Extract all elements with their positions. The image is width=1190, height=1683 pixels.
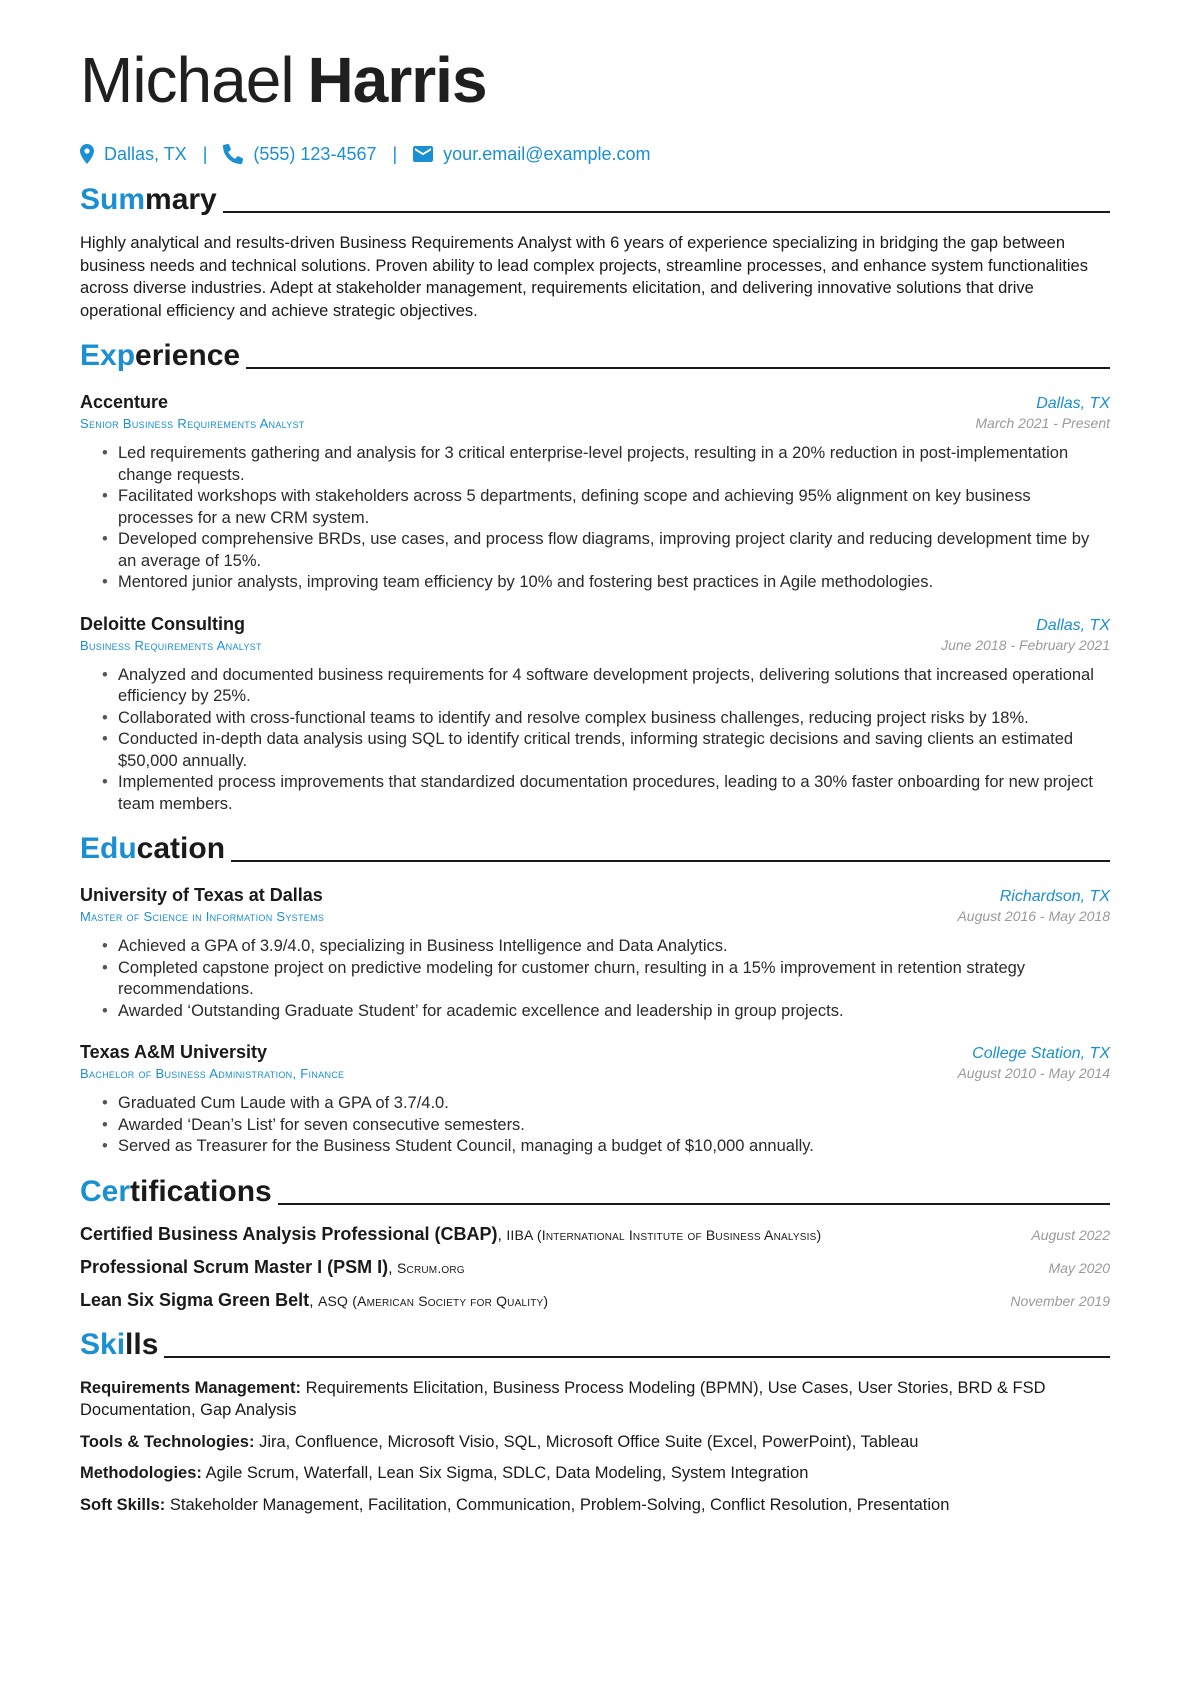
list-item: • Developed comprehensive BRDs, use cases, and process flow diagrams, improving project clarity and reducing development time by an average of 15%. [118, 529, 1110, 572]
list-item: • Collaborated with cross-functional teams to identify and resolve complex business challenges, reducing project risks by 18%. [118, 708, 1110, 730]
phone-text: (555) 123-4567 [253, 143, 377, 164]
summary-text: Highly analytical and results-driven Business Requirements Analyst with 6 years of experience specializing in bridging the gap between business needs and technical solutions. Proven ability to lead complex projects, streamline processes, and enhance system functionalities across diverse industries. Adept at stakeholder management, requirements elicitation, and delivering innovative solutions that drive operational efficiency and achieve strategic objectives. [80, 234, 1088, 320]
experience-heading [80, 334, 1110, 374]
title-rest: erience [135, 339, 241, 372]
bullet-list [80, 1093, 1110, 1158]
list-item: • Conducted in-depth data analysis using SQL to identify critical trends, informing strategic decisions and saving clients an estimated $50,000 annually. [118, 729, 1110, 772]
list-item: • Facilitated workshops with stakeholders across 5 departments, defining scope and achieving 95% alignment on key business processes for a new CRM system. [118, 486, 1110, 529]
skill-value: Jira, Confluence, Microsoft Visio, SQL, Microsoft Office Suite (Excel, PowerPoint), Tableau [259, 1432, 919, 1451]
entry-date: March 2021 - Present [975, 415, 1110, 431]
skill-value: Agile Scrum, Waterfall, Lean Six Sigma, SDLC, Data Modeling, System Integration [205, 1464, 809, 1482]
cert-date: November 2019 [1010, 1292, 1110, 1309]
entry-location: Richardson, TX [999, 888, 1110, 905]
skill-row [80, 1431, 1110, 1454]
entry-date: August 2010 - May 2014 [957, 1065, 1110, 1081]
education-list [80, 885, 1110, 1158]
bullet-list [80, 665, 1110, 816]
certification-list [80, 1224, 1110, 1311]
phone-icon [223, 144, 243, 164]
school-name: Texas A&M University [80, 1042, 268, 1062]
employer-name: Accenture [80, 392, 169, 412]
certification-item: Certified Business Analysis Professional (CBAP), IIBA (International Institute of Business Analysis) August 2022 [80, 1223, 1110, 1244]
job-title: Senior Business Requirements Analyst [80, 416, 305, 431]
last-name: Harris [307, 44, 487, 116]
skill-row [80, 1377, 1110, 1422]
education-heading [80, 827, 1110, 867]
cert-issuer: Scrum.org [396, 1259, 465, 1276]
section-divider [223, 211, 1110, 213]
entry-location: College Station, TX [972, 1045, 1110, 1062]
summary-heading [80, 178, 1110, 218]
bullet-list [80, 443, 1110, 594]
list-item: • Served as Treasurer for the Business Student Council, managing a budget of $10,000 annually. [118, 1136, 1110, 1158]
degree-title: Bachelor of Business Administration, Finance [80, 1066, 345, 1081]
school-name: University of Texas at Dallas [80, 885, 323, 905]
title-rest: mary [145, 183, 217, 216]
list-item: • Mentored junior analysts, improving team efficiency by 10% and fostering best practices in Agile methodologies. [118, 572, 1110, 594]
job-title: Business Requirements Analyst [80, 637, 262, 653]
email-text: your.email@example.com [443, 143, 651, 164]
skill-label: Soft Skills: [80, 1495, 166, 1514]
employer-name: Deloitte Consulting [80, 613, 245, 634]
entry-date: June 2018 - February 2021 [941, 636, 1110, 653]
title-highlight: Ski [80, 1327, 126, 1361]
skills-list [80, 1377, 1110, 1517]
section-title [80, 1174, 272, 1210]
cert-issuer: IIBA (International Institute of Business Analysis) [506, 1226, 822, 1243]
list-item: • Implemented process improvements that standardized documentation procedures, leading to a 30% faster onboarding for new project team members. [118, 772, 1110, 815]
contact-separator: | [392, 143, 398, 164]
title-highlight: Exp [80, 339, 136, 372]
list-item: • Achieved a GPA of 3.9/4.0, specializing in Business Intelligence and Data Analytics. [118, 936, 1110, 958]
entry-date: August 2016 - May 2018 [957, 908, 1110, 924]
first-name: Michael [80, 44, 294, 116]
list-item: • Awarded ‘Outstanding Graduate Student’ for academic excellence and leadership in group projects. [118, 1001, 1110, 1023]
cert-name: Certified Business Analysis Professional (CBAP) [80, 1223, 498, 1244]
envelope-icon [413, 146, 433, 162]
skill-row [80, 1494, 1110, 1517]
skill-value: Requirements Elicitation, Business Process Modeling (BPMN), Use Cases, User Stories, BRD & FSD Documentation, Gap Analysis [80, 1378, 1046, 1419]
cert-name: Lean Six Sigma Green Belt [80, 1289, 310, 1310]
map-pin-icon [80, 144, 94, 164]
title-highlight: Sum [80, 183, 146, 216]
skill-label: Requirements Management: [80, 1378, 301, 1397]
title-highlight: Cer [80, 1174, 131, 1208]
experience-list [80, 392, 1110, 815]
title-highlight: Edu [80, 832, 137, 865]
skill-value: Stakeholder Management, Facilitation, Communication, Problem-Solving, Conflict Resolution, Presentation [169, 1495, 950, 1514]
skill-label: Tools & Technologies: [80, 1432, 255, 1451]
contact-email[interactable] [413, 144, 650, 165]
section-title [80, 1327, 158, 1363]
title-rest: cation [136, 832, 226, 865]
section-divider [246, 367, 1110, 369]
entry-location: Dallas, TX [1036, 395, 1110, 412]
bullet-list [80, 936, 1110, 1022]
location-text: Dallas, TX [104, 143, 187, 164]
cert-date: May 2020 [1048, 1259, 1110, 1276]
section-divider [278, 1203, 1110, 1205]
certifications-heading [80, 1170, 1110, 1210]
skill-row [80, 1462, 1110, 1485]
cert-name: Professional Scrum Master I (PSM I) [80, 1256, 389, 1277]
contact-bar [80, 140, 1110, 168]
list-item: • Graduated Cum Laude with a GPA of 3.7/4.0. [118, 1093, 1110, 1115]
section-divider [164, 1356, 1110, 1358]
list-item: • Led requirements gathering and analysis for 3 critical enterprise-level projects, resulting in a 20% reduction in post-implementation change requests. [118, 443, 1110, 486]
list-item: • Awarded ‘Dean’s List’ for seven consecutive semesters. [118, 1115, 1110, 1137]
skills-heading [80, 1323, 1110, 1363]
section-title [80, 338, 240, 374]
cert-date: August 2022 [1031, 1226, 1110, 1243]
certification-item: Professional Scrum Master I (PSM I), Scrum.org May 2020 [80, 1256, 1110, 1277]
title-rest: lls [125, 1327, 159, 1361]
section-title [80, 182, 217, 218]
education-entry [80, 1042, 1110, 1158]
section-divider [231, 860, 1110, 862]
education-entry [80, 885, 1110, 1022]
degree-title: Master of Science in Information Systems [80, 909, 325, 924]
experience-entry [80, 614, 1110, 816]
candidate-name [80, 40, 1110, 120]
contact-phone[interactable] [223, 144, 376, 165]
contact-location [80, 144, 187, 165]
title-rest: tifications [130, 1174, 272, 1208]
cert-issuer: ASQ (American Society for Quality) [317, 1292, 549, 1309]
list-item: • Analyzed and documented business requirements for 4 software development projects, delivering solutions that increased operational efficiency by 25%. [118, 665, 1110, 708]
entry-location: Dallas, TX [1036, 616, 1110, 634]
list-item: • Completed capstone project on predictive modeling for customer churn, resulting in a 15% improvement in retention strategy recommendations. [118, 958, 1110, 1001]
skill-label: Methodologies: [80, 1464, 202, 1482]
contact-separator: | [202, 143, 208, 164]
experience-entry [80, 392, 1110, 594]
certification-item: Lean Six Sigma Green Belt, ASQ (American Society for Quality) November 2019 [80, 1289, 1110, 1310]
section-title [80, 831, 225, 867]
